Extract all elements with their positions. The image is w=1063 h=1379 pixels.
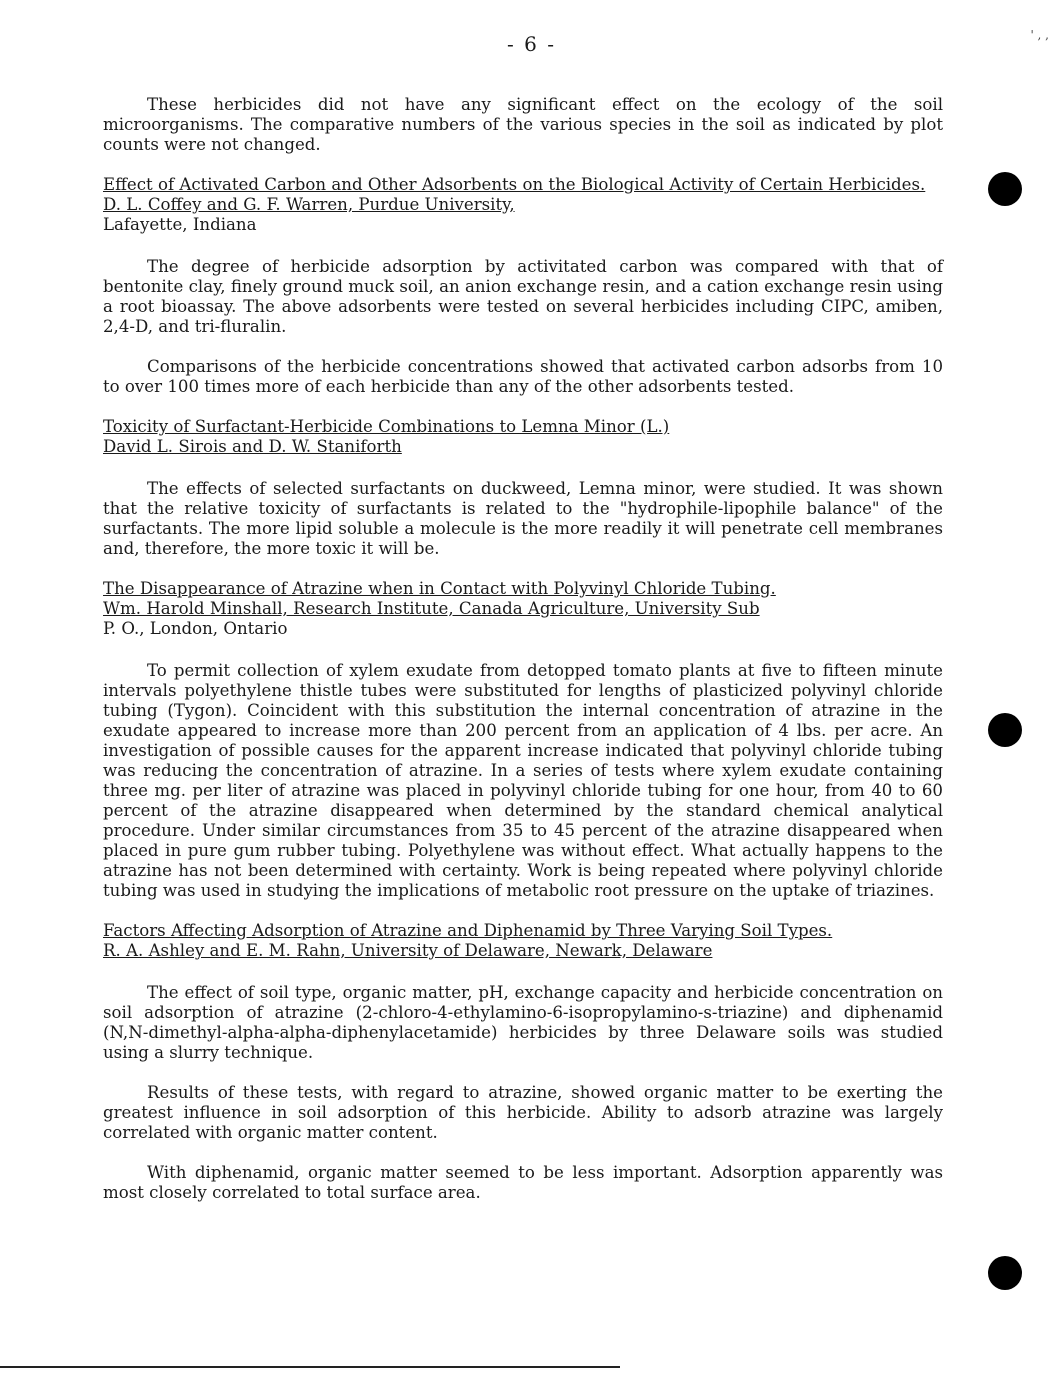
section-heading: [103, 579, 943, 639]
corner-marks: ' , ,: [1030, 28, 1049, 42]
section-title: Factors Affecting Adsorption of Atrazine and Diphenamid by Three Varying Soil Types.: [103, 921, 833, 940]
section-heading: [103, 921, 943, 961]
punch-hole-icon: [988, 1256, 1022, 1290]
section-paragraph: Comparisons of the herbicide concentrations showed that activated carbon adsorbs from 10 to over 100 times more of each herbicide than any of the other adsorbents tested.: [103, 357, 943, 396]
section-title: Toxicity of Surfactant-Herbicide Combinations to Lemna Minor (L.): [103, 417, 670, 436]
section-paragraph: To permit collection of xylem exudate from detopped tomato plants at five to fifteen minute intervals polyethylene thistle tubes were substituted for lengths of plasticized polyvinyl chloride tubing (Tygon). Coincident with this substitution the internal concentration of atrazine in the exudate appeared to increase more than 200 percent from an application of 4 lbs. per acre. An investigation of possible causes for the apparent increase indicated that polyvinyl chloride tubing was reducing the concentration of atrazine. In a series of tests where xylem exudate containing three mg. per liter of atrazine was placed in polyvinyl chloride tubing for one hour, from 40 to 60 percent of the atrazine disappeared when determined by the standard chemical analytical procedure. Under similar circumstances from 35 to 45 percent of the atrazine disappeared when placed in pure gum rubber tubing. Polyethylene was without effect. What actually happens to the atrazine has not been determined with certainty. Work is being repeated where polyvinyl chloride tubing was used in studying the implications of metabolic root pressure on the uptake of triazines.: [103, 661, 943, 900]
section-heading: [103, 417, 943, 457]
page-number: - 6 -: [507, 32, 556, 56]
section-authors: David L. Sirois and D. W. Staniforth: [103, 437, 402, 456]
section-authors: R. A. Ashley and E. M. Rahn, University of Delaware, Newark, Delaware: [103, 941, 713, 960]
section-authors: Wm. Harold Minshall, Research Institute, Canada Agriculture, University Sub: [103, 599, 760, 618]
punch-hole-icon: [988, 172, 1022, 206]
intro-paragraph: These herbicides did not have any significant effect on the ecology of the soil microorganisms. The comparative numbers of the various species in the soil as indicated by plot counts were not changed.: [103, 95, 943, 154]
section-location: Lafayette, Indiana: [103, 215, 257, 234]
section-location: P. O., London, Ontario: [103, 619, 288, 638]
section-paragraph: The effects of selected surfactants on duckweed, Lemna minor, were studied. It was shown that the relative toxicity of surfactants is related to the "hydrophile-lipophile balance" of the surfactants. The more lipid soluble a molecule is the more readily it will penetrate cell membranes and, therefore, the more toxic it will be.: [103, 479, 943, 558]
section-authors: D. L. Coffey and G. F. Warren, Purdue University,: [103, 195, 515, 214]
punch-hole-icon: [988, 713, 1022, 747]
section-paragraph: With diphenamid, organic matter seemed to be less important. Adsorption apparently was most closely correlated to total surface area.: [103, 1163, 943, 1202]
section-title: Effect of Activated Carbon and Other Adsorbents on the Biological Activity of Certain Herbicides.: [103, 175, 926, 194]
section-title: The Disappearance of Atrazine when in Contact with Polyvinyl Chloride Tubing.: [103, 579, 776, 598]
footer-rule: [0, 1366, 620, 1368]
document-body: [103, 95, 943, 1223]
section-heading: [103, 175, 943, 235]
section-paragraph: The effect of soil type, organic matter, pH, exchange capacity and herbicide concentration on soil adsorption of atrazine (2-chloro-4-ethylamino-6-isopropylamino-s-triazine) and diphenamid (N,N-dimethyl-alpha-alpha-diphenylacetamide) herbicides by three Delaware soils was studied using a slurry technique.: [103, 983, 943, 1062]
section-paragraph: Results of these tests, with regard to atrazine, showed organic matter to be exerting the greatest influence in soil adsorption of this herbicide. Ability to adsorb atrazine was largely correlated with organic matter content.: [103, 1083, 943, 1142]
section-paragraph: The degree of herbicide adsorption by activitated carbon was compared with that of bentonite clay, finely ground muck soil, an anion exchange resin, and a cation exchange resin using a root bioassay. The above adsorbents were tested on several herbicides including CIPC, amiben, 2,4-D, and tri-fluralin.: [103, 257, 943, 336]
